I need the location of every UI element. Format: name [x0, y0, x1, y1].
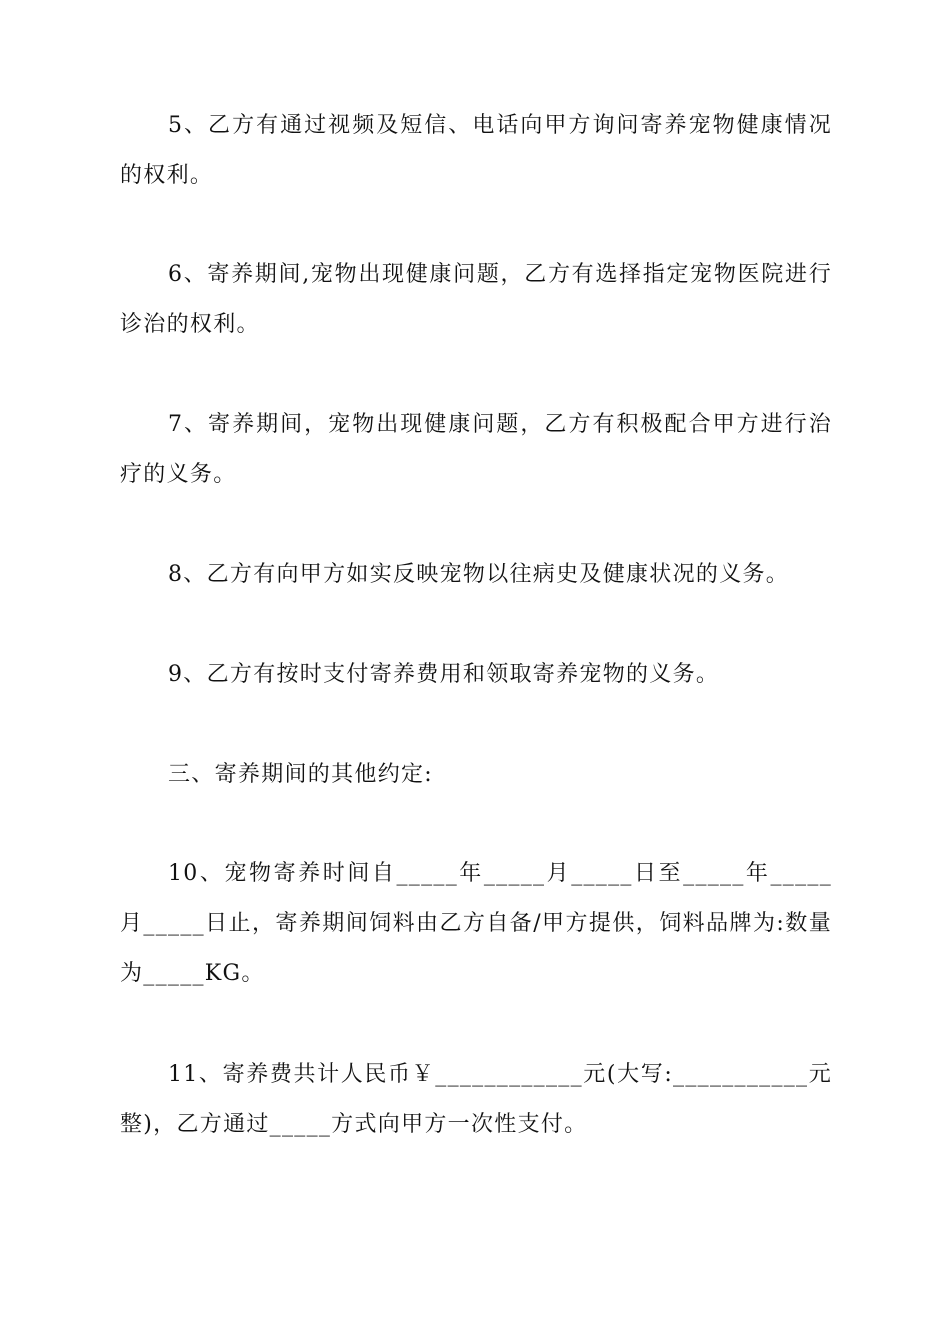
clause-7: 7、寄养期间，宠物出现健康问题，乙方有积极配合甲方进行治疗的义务。 [120, 412, 832, 487]
clause-6: 6、寄养期间,宠物出现健康问题，乙方有选择指定宠物医院进行诊治的权利。 [120, 262, 832, 337]
section-heading-3: 三、寄养期间的其他约定: [168, 762, 434, 787]
clause-8: 8、乙方有向甲方如实反映宠物以往病史及健康状况的义务。 [168, 562, 790, 587]
clause-9: 9、乙方有按时支付寄养费用和领取寄养宠物的义务。 [168, 662, 720, 687]
clause-10: 10、宠物寄养时间自_____年_____月_____日至_____年_____月_____日止，寄养期间饲料由乙方自备/甲方提供，饲料品牌为:数量为_____KG。 [120, 861, 832, 986]
clause-11: 11、寄养费共计人民币￥____________元(大写:___________元整)，乙方通过_____方式向甲方一次性支付。 [120, 1062, 832, 1137]
clause-5: 5、乙方有通过视频及短信、电话向甲方询问寄养宠物健康情况的权利。 [120, 113, 832, 188]
